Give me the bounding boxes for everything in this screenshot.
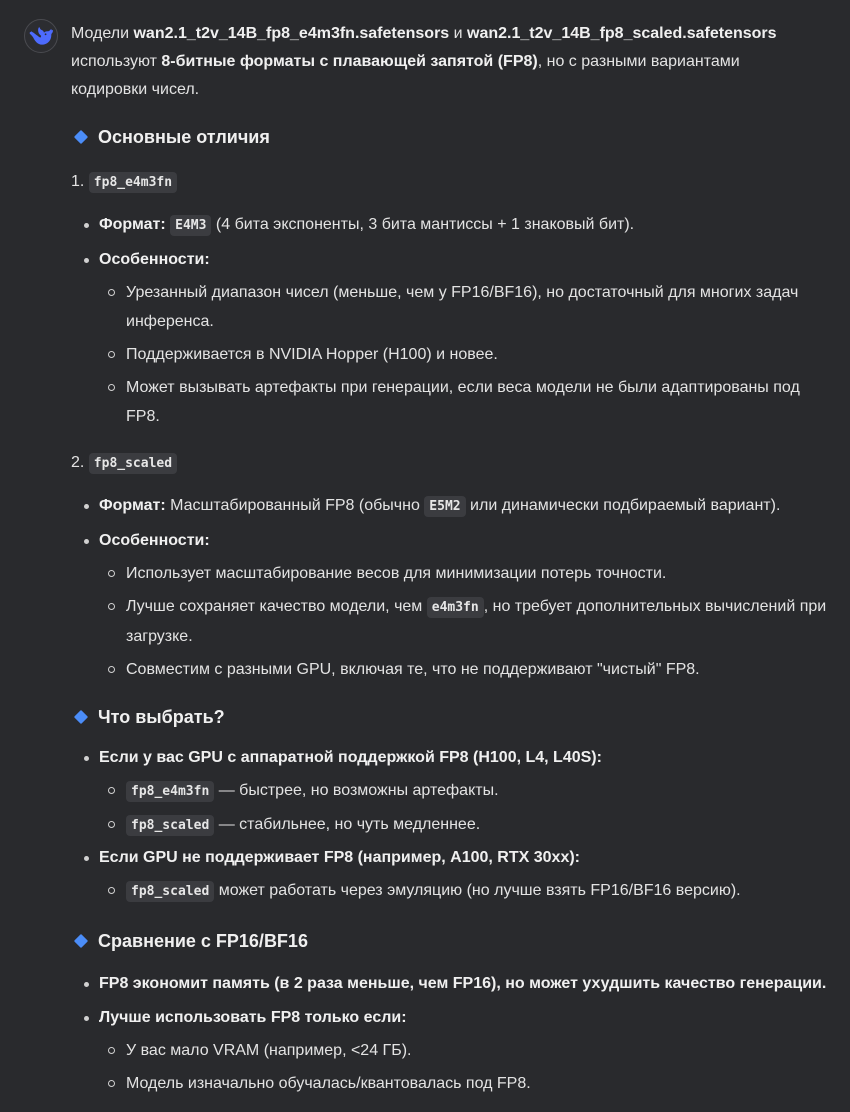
list-text: Масштабированный FP8 (обычно bbox=[165, 497, 425, 514]
bold-label: Лучше использовать FP8 только если: bbox=[99, 1009, 407, 1026]
heading-text: Сравнение с FP16/BF16 bbox=[98, 930, 308, 951]
list-text: может работать через эмуляцию (но лучше взять FP16/BF16 версию). bbox=[214, 882, 741, 899]
numbered-item-1 bbox=[71, 168, 831, 197]
sub-bullet-list bbox=[71, 559, 831, 684]
intro-text: , но с разными вариантами bbox=[537, 53, 740, 70]
inline-code: E4M3 bbox=[170, 215, 211, 236]
list-text: Лучше сохраняет качество модели, чем bbox=[126, 598, 427, 615]
sub-list-item: Совместим с разными GPU, включая те, что не поддерживают "чистый" FP8. bbox=[71, 655, 831, 684]
inline-code: fp8_scaled bbox=[89, 453, 177, 474]
bullet-list bbox=[71, 744, 831, 772]
inline-code: fp8_scaled bbox=[126, 815, 214, 836]
inline-code: e4m3fn bbox=[427, 597, 484, 618]
intro-bold: 8-битные форматы с плавающей запятой (FP8) bbox=[161, 53, 538, 70]
inline-code: E5M2 bbox=[424, 496, 465, 517]
bold-label: Формат: bbox=[99, 216, 166, 233]
sub-bullet-list bbox=[71, 1036, 831, 1098]
bold-label: Если у вас GPU с аппаратной поддержкой FP8 (H100, L4, L40S): bbox=[99, 749, 602, 766]
sub-list-item: Может вызывать артефакты при генерации, если веса модели не были адаптированы под FP8. bbox=[71, 373, 831, 431]
list-item bbox=[71, 970, 831, 998]
intro-text: кодировки чисел. bbox=[71, 81, 200, 98]
assistant-avatar bbox=[24, 19, 58, 53]
diamond-icon bbox=[74, 710, 88, 724]
intro-text: Модели bbox=[71, 25, 134, 42]
intro-text: используют bbox=[71, 53, 162, 70]
sub-list-item bbox=[71, 776, 831, 806]
model-name-scaled: wan2.1_t2v_14B_fp8_scaled.safetensors bbox=[467, 25, 777, 42]
heading-text: Основные отличия bbox=[98, 126, 270, 147]
bold-label: Особенности: bbox=[99, 251, 210, 268]
item-number: 2. bbox=[71, 454, 85, 471]
list-item bbox=[71, 744, 831, 772]
section-heading-comparison bbox=[74, 928, 831, 954]
list-item bbox=[71, 527, 831, 555]
sub-list-item bbox=[71, 810, 831, 840]
sub-list-item: Использует масштабирование весов для минимизации потерь точности. bbox=[71, 559, 831, 588]
list-item bbox=[71, 211, 831, 240]
list-text: , но требует дополнительных вычислений при загрузке. bbox=[126, 598, 827, 645]
bold-label: Особенности: bbox=[99, 532, 210, 549]
bold-label: FP8 экономит память (в 2 раза меньше, чем FP16), но может ухудшить качество генерации. bbox=[99, 975, 827, 992]
bullet-list bbox=[71, 492, 831, 555]
model-name-e4m3fn: wan2.1_t2v_14B_fp8_e4m3fn.safetensors bbox=[133, 25, 450, 42]
list-item bbox=[71, 1004, 831, 1032]
inline-code: fp8_e4m3fn bbox=[126, 781, 214, 802]
sub-list-item: Модель изначально обучалась/квантовалась под FP8. bbox=[71, 1069, 831, 1098]
intro-text: и bbox=[449, 25, 468, 42]
heading-text: Что выбрать? bbox=[98, 706, 225, 727]
sub-list-item: Поддерживается в NVIDIA Hopper (H100) и новее. bbox=[71, 340, 831, 369]
bullet-list bbox=[71, 211, 831, 274]
inline-code: fp8_e4m3fn bbox=[89, 172, 177, 193]
whale-icon bbox=[29, 26, 53, 46]
sub-list-item: Урезанный диапазон чисел (меньше, чем у FP16/BF16), но достаточный для многих задач инференса. bbox=[71, 278, 831, 336]
sub-bullet-list bbox=[71, 278, 831, 431]
list-item bbox=[71, 844, 831, 872]
intro-paragraph bbox=[71, 20, 831, 104]
list-item bbox=[71, 492, 831, 521]
list-text: — стабильнее, но чуть медленнее. bbox=[214, 816, 481, 833]
sub-list-item: У вас мало VRAM (например, <24 ГБ). bbox=[71, 1036, 831, 1065]
diamond-icon bbox=[74, 130, 88, 144]
bold-label: Если GPU не поддерживает FP8 (например, A100, RTX 30xx): bbox=[99, 849, 580, 866]
diamond-icon bbox=[74, 934, 88, 948]
list-text: — быстрее, но возможны артефакты. bbox=[214, 782, 499, 799]
bullet-list bbox=[71, 970, 831, 1032]
section-heading-choose bbox=[74, 704, 831, 730]
bullet-list bbox=[71, 844, 831, 872]
sub-bullet-list bbox=[71, 876, 831, 906]
section-heading-differences bbox=[74, 124, 831, 150]
list-text: (4 бита экспоненты, 3 бита мантиссы + 1 знаковый бит). bbox=[211, 216, 635, 233]
list-text: или динамически подбираемый вариант). bbox=[465, 497, 781, 514]
bold-label: Формат: bbox=[99, 497, 166, 514]
numbered-item-2 bbox=[71, 449, 831, 478]
inline-code: fp8_scaled bbox=[126, 881, 214, 902]
item-number: 1. bbox=[71, 173, 85, 190]
sub-list-item bbox=[71, 592, 831, 651]
assistant-message bbox=[71, 20, 831, 1098]
list-item bbox=[71, 246, 831, 274]
sub-list-item bbox=[71, 876, 831, 906]
sub-bullet-list bbox=[71, 776, 831, 840]
